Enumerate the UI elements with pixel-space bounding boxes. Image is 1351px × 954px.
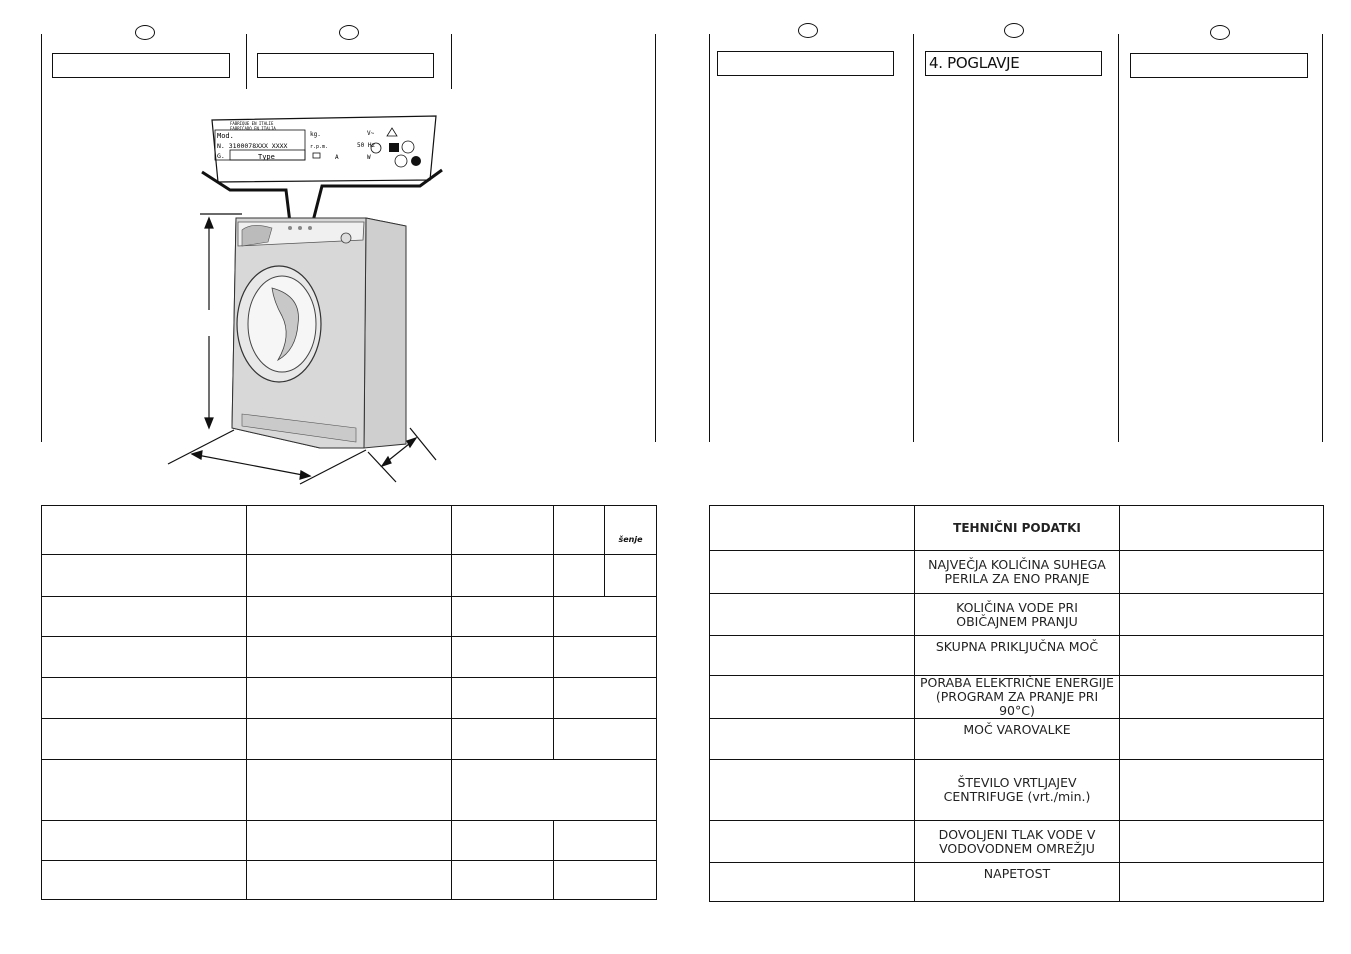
machine-body [232,218,406,448]
svg-text:FABRICADO EN ITALIA: FABRICADO EN ITALIA [230,126,276,131]
table-row [710,594,1324,636]
table-cell [1120,821,1324,863]
table-row [710,506,1324,551]
table-cell [554,861,657,900]
rating-plate-hz: 50 Hz [357,142,376,149]
chapter-title-box: 4. POGLAVJE [925,51,1102,76]
table-cell [247,719,452,760]
technical-data-table [709,505,1324,902]
language-flag-oval [135,25,155,40]
table-cell [1120,506,1324,551]
table-row [710,551,1324,594]
table-cell [1120,636,1324,676]
section-header-box [257,53,434,78]
svg-text:FABRIQUE EN ITALIE: FABRIQUE EN ITALIE [230,121,274,126]
table-row [42,760,657,821]
washing-machine-illustration [160,110,450,490]
table-row [710,719,1324,760]
table-header-technical-data: TEHNIČNI PODATKI [915,506,1120,551]
left-column-divider [41,34,42,442]
table-cell [1120,594,1324,636]
table-cell [710,636,915,676]
table-cell [710,821,915,863]
rating-plate-serial: N. 3100078XXX XXXX [217,142,288,150]
row-label-energy-consumption: PORABA ELEKTRIČNE ENERGIJE (PROGRAM ZA PRANJE PRI 90°C) [915,676,1120,719]
table-cell [247,506,452,555]
table-cell [247,678,452,719]
table-cell [605,555,657,597]
rating-plate-a: A [335,154,339,161]
table-row [42,506,657,555]
table-cell [554,719,657,760]
table-cell [42,821,247,861]
table-row [710,821,1324,863]
language-flag-oval [339,25,359,40]
table-row [42,719,657,760]
row-label-water-pressure: DOVOLJENI TLAK VODE V VODOVODNEM OMREŽJU [915,821,1120,863]
table-cell [710,719,915,760]
table-cell [247,821,452,861]
row-label-max-dry-load: NAJVEČJA KOLIČINA SUHEGA PERILA ZA ENO PRANJE [915,551,1120,594]
table-cell [1120,676,1324,719]
rating-plate-w: W [367,154,371,161]
right-column-divider [709,34,710,442]
table-cell [247,555,452,597]
table-cell [452,678,554,719]
table-cell [452,719,554,760]
table-cell [42,555,247,597]
rating-plate-model: Mod. [217,132,234,140]
table-cell [710,676,915,719]
table-row [42,678,657,719]
table-cell [247,637,452,678]
table-cell [247,760,452,821]
rating-plate-v: V~ [367,130,375,137]
table-cell [710,760,915,821]
table-cell [710,594,915,636]
left-technical-table [41,505,657,900]
right-column-divider [913,34,914,442]
language-flag-oval [798,23,818,38]
header-note: šenje [605,506,657,555]
left-column-divider [246,34,247,89]
table-cell [554,555,605,597]
row-label-fuse-rating: MOČ VAROVALKE [915,719,1120,760]
table-cell [42,760,247,821]
table-cell [710,863,915,902]
table-row [42,821,657,861]
section-header-box [1130,53,1308,78]
rating-plate-kg: kg. [310,131,321,138]
left-column-divider [451,34,452,89]
rating-plate [212,116,436,182]
table-cell [1120,551,1324,594]
table-row [42,861,657,900]
table-cell [452,555,554,597]
table-cell [1120,863,1324,902]
table-row [710,760,1324,821]
bin-icon [389,143,399,152]
row-label-water-consumption: KOLIČINA VODE PRI OBIČAJNEM PRANJU [915,594,1120,636]
table-cell [554,597,657,637]
section-header-box [717,51,894,76]
table-row [710,676,1324,719]
row-label-total-power: SKUPNA PRIKLJUČNA MOČ [915,636,1120,676]
table-cell [710,551,915,594]
table-cell [554,637,657,678]
table-cell [247,597,452,637]
rating-plate-rpm: r.p.m. [310,144,329,150]
table-cell [42,597,247,637]
table-cell [452,760,657,821]
table-cell [554,821,657,861]
table-row [42,597,657,637]
left-column-divider [655,34,656,442]
table-cell [452,861,554,900]
table-cell [42,637,247,678]
rating-plate-type: Type [258,153,275,161]
table-cell [247,861,452,900]
table-row [710,863,1324,902]
row-label-voltage: NAPETOST [915,863,1120,902]
language-flag-oval [1004,23,1024,38]
table-cell [710,506,915,551]
table-cell [452,506,554,555]
table-cell [452,637,554,678]
table-row [42,555,657,597]
table-row [42,637,657,678]
table-row [710,636,1324,676]
table-cell [1120,719,1324,760]
table-cell [554,506,605,555]
table-cell [1120,760,1324,821]
table-cell [452,597,554,637]
language-flag-oval [1210,25,1230,40]
bin-round-icon [411,156,421,166]
section-header-box [52,53,230,78]
table-cell [42,678,247,719]
table-cell [42,719,247,760]
table-cell [42,861,247,900]
rating-plate-g: G. [217,152,225,160]
table-cell [42,506,247,555]
right-column-divider [1322,34,1323,442]
right-column-divider [1118,34,1119,442]
table-cell [554,678,657,719]
row-label-spin-speed: ŠTEVILO VRTLJAJEV CENTRIFUGE (vrt./min.) [915,760,1120,821]
table-cell [452,821,554,861]
